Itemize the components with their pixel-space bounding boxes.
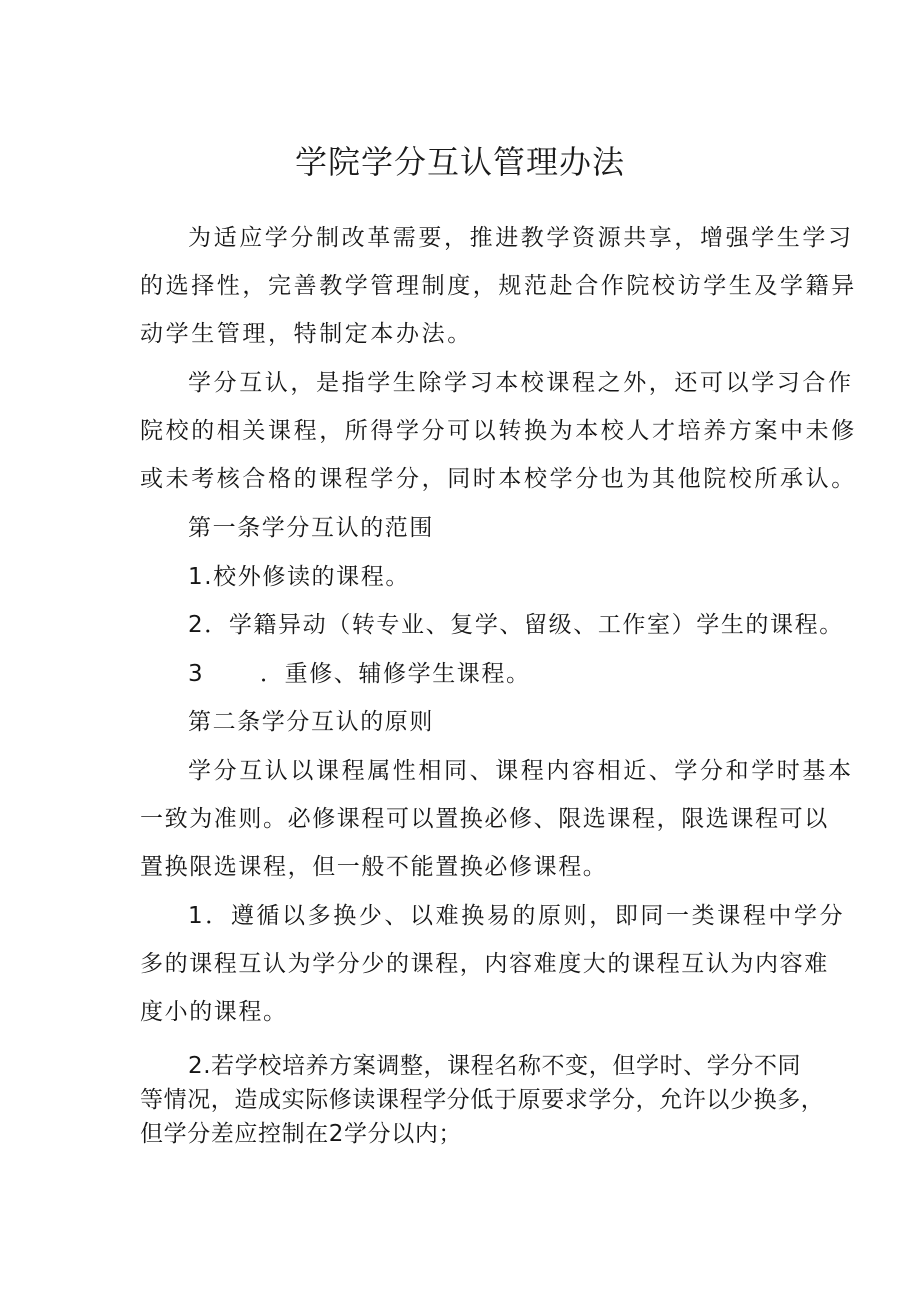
article1-item-3-text: ．重修、辅修学生课程。 [260,661,531,687]
definition-line-2: 院校的相关课程，所得学分可以转换为本校人才培养方案中未修 [140,418,857,444]
document-title: 学院学分互认管理办法 [294,143,625,181]
principle-line-3: 置换限选课程，但一般不能置换必修课程。 [140,854,608,880]
article1-item-1: 1.校外修读的课程。 [188,564,410,590]
rule1-line-2: 多的课程互认为学分少的课程，内容难度大的课程互认为内容难 [140,951,829,977]
article1-item-3-number: 3 [188,661,205,687]
article1-item-3 [188,658,531,690]
principle-line-2: 一致为准则。必修课程可以置换必修、限选课程，限选课程可以 [140,806,829,832]
intro-line-3: 动学生管理，特制定本办法。 [140,321,473,347]
intro-line-2: 的选择性，完善教学管理制度，规范赴合作院校访学生及学籍异 [140,273,857,299]
intro-line-1: 为适应学分制改革需要，推进教学资源共享，增强学生学习 [188,225,854,251]
rule1-line-3: 度小的课程。 [140,999,288,1025]
definition-line-1: 学分互认，是指学生除学习本校课程之外，还可以学习合作 [188,370,854,396]
rule2-line-2: 等情况，造成实际修读课程学分低于原要求学分，允许以少换多， [140,1087,825,1113]
rule2-line-1: 2.若学校培养方案调整，课程名称不变，但学时、学分不同 [188,1053,802,1079]
article2-heading: 第二条学分互认的原则 [188,709,434,735]
principle-line-1: 学分互认以课程属性相同、课程内容相近、学分和学时基本 [188,758,854,784]
rule2-line-3: 但学分差应控制在2学分以内； [140,1121,463,1147]
rule1-line-1: 1．遵循以多换少、以难换易的原则，即同一类课程中学分 [188,903,846,929]
article1-item-2: 2．学籍异动（转专业、复学、留级、工作室）学生的课程。 [188,612,844,638]
definition-line-3: 或未考核合格的课程学分，同时本校学分也为其他院校所承认。 [140,466,857,492]
article1-heading: 第一条学分互认的范围 [188,515,434,541]
